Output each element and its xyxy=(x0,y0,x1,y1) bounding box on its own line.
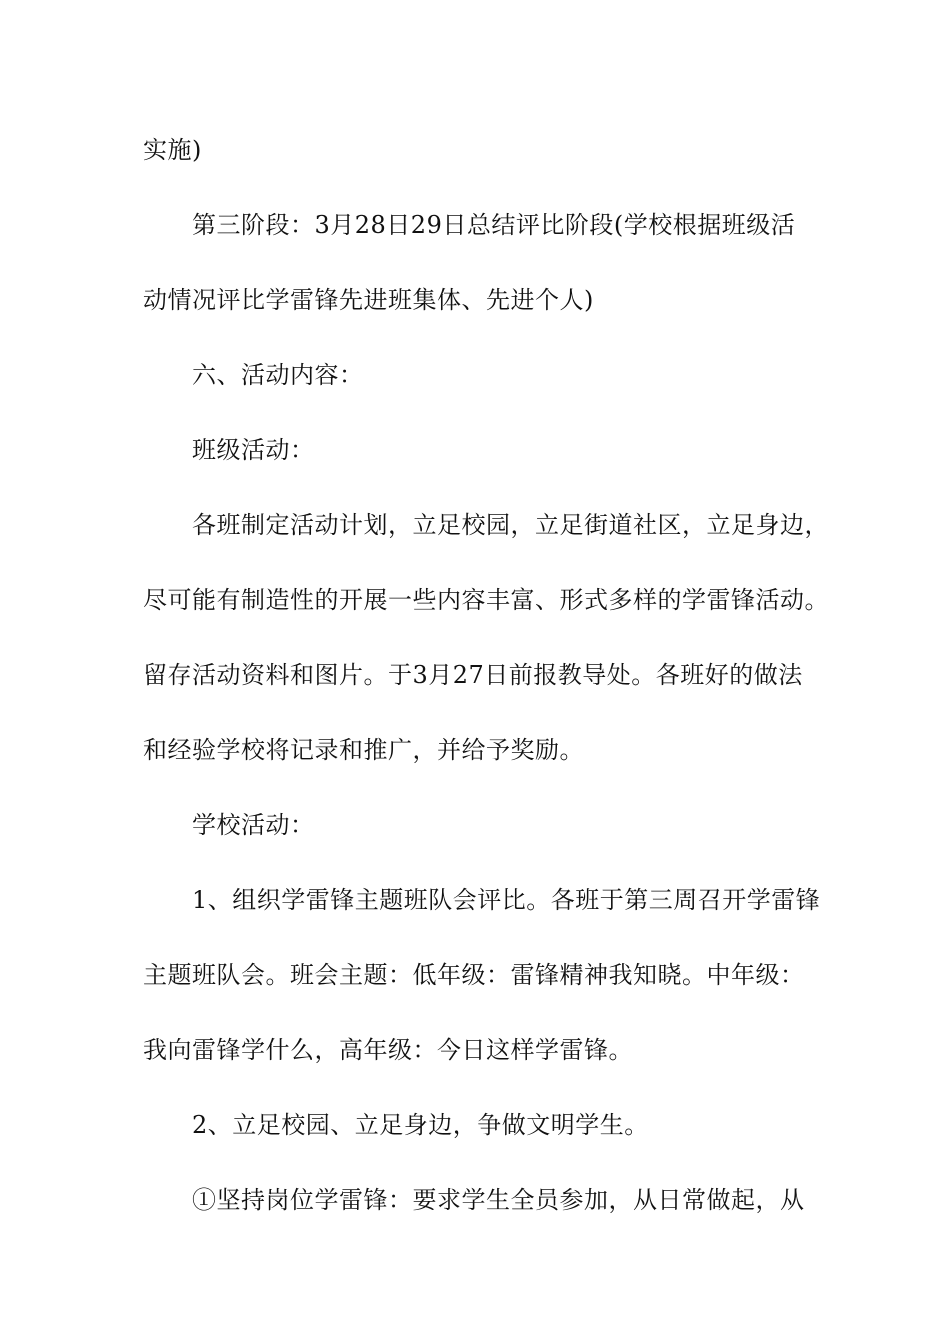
text-line-3: 动情况评比学雷锋先进班集体、先进个人) xyxy=(143,286,594,314)
text-line-6: 各班制定活动计划，立足校园，立足街道社区，立足身边， xyxy=(192,511,829,539)
text-line-1: 实施) xyxy=(143,136,202,164)
text-line-9: 和经验学校将记录和推广，并给予奖励。 xyxy=(143,736,584,764)
text-line-13: 我向雷锋学什么，高年级：今日这样学雷锋。 xyxy=(143,1036,633,1064)
text-line-7: 尽可能有制造性的开展一些内容丰富、形式多样的学雷锋活动。 xyxy=(143,586,829,614)
text-line-2: 第三阶段：3月28日29日总结评比阶段(学校根据班级活 xyxy=(192,211,796,239)
text-line-8: 留存活动资料和图片。于3月27日前报教导处。各班好的做法 xyxy=(143,661,803,689)
text-line-12: 主题班队会。班会主题：低年级：雷锋精神我知晓。中年级： xyxy=(143,961,805,989)
section-heading-activity-content: 六、活动内容： xyxy=(192,361,364,389)
text-line-15: ①坚持岗位学雷锋：要求学生全员参加，从日常做起，从 xyxy=(192,1186,805,1214)
text-line-11: 1、组织学雷锋主题班队会评比。各班于第三周召开学雷锋 xyxy=(192,886,821,914)
text-line-14: 2、立足校园、立足身边，争做文明学生。 xyxy=(192,1111,649,1139)
subheading-school-activity: 学校活动： xyxy=(192,811,315,839)
subheading-class-activity: 班级活动： xyxy=(192,436,315,464)
